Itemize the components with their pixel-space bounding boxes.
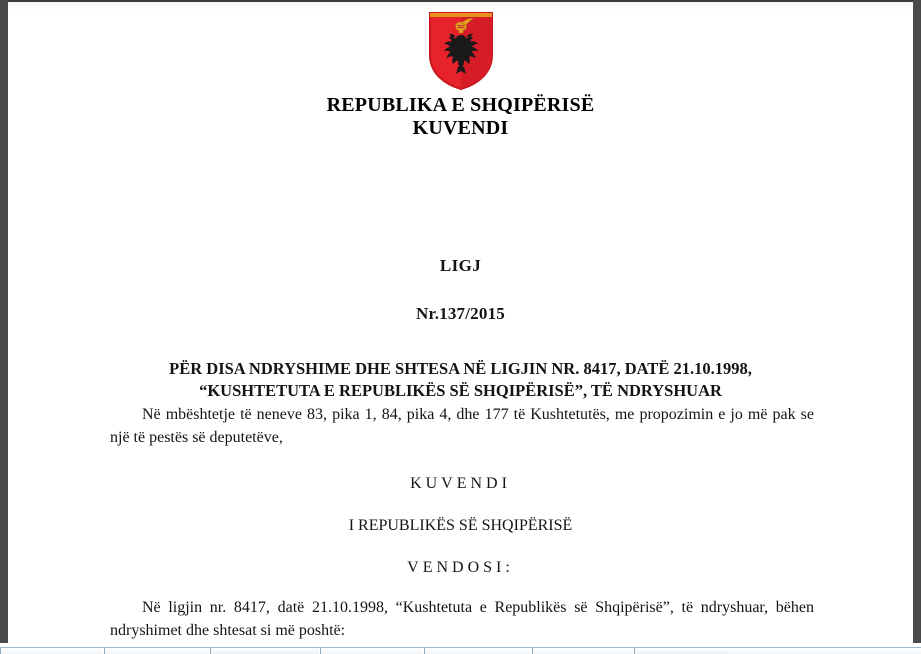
toolbar-button[interactable] (210, 648, 320, 654)
viewer-left-edge-bar (0, 0, 8, 643)
law-heading-block (8, 256, 913, 402)
viewer-top-bar (0, 0, 921, 11)
law-title-line-2: “KUSHTETUTA E REPUBLIKËS SË SHQIPËRISË”, TË NDRYSHUAR (199, 381, 722, 400)
toolbar-button[interactable] (104, 648, 210, 654)
bottom-toolbar[interactable] (0, 645, 921, 654)
closing-paragraph: Në ligjin nr. 8417, datë 21.10.1998, “Kushtetuta e Republikës së Shqipërisë”, të ndryshuar, bëhen ndryshimet dhe shtesat si më poshtë: (110, 599, 814, 639)
viewer-right-edge-bar (913, 0, 921, 643)
law-kind-label: LIGJ (439, 256, 482, 275)
albania-coat-of-arms-icon (428, 11, 494, 91)
institution-header (8, 94, 913, 140)
document-page (8, 11, 913, 643)
law-title-line-1: PËR DISA NDRYSHIME DHE SHTESA NË LIGJIN NR. 8417, DATË 21.10.1998, (169, 359, 752, 378)
law-number-label: Nr.137/2015 (416, 304, 505, 323)
toolbar-button[interactable] (424, 648, 532, 654)
toolbar-button[interactable] (0, 648, 104, 654)
toolbar-button[interactable] (634, 648, 730, 654)
enactment-line-kuvendi: KUVENDI (410, 475, 511, 492)
coat-of-arms-container (8, 11, 913, 91)
header-line-republic: REPUBLIKA E SHQIPËRISË (326, 94, 595, 116)
enactment-line-vendosi: VENDOSI: (407, 559, 514, 576)
toolbar-button[interactable] (532, 648, 634, 654)
enactment-line-republic: I REPUBLIKËS SË SHQIPËRISË (348, 517, 573, 534)
header-line-parliament: KUVENDI (412, 117, 509, 139)
bottom-toolbar-strip[interactable] (0, 647, 921, 654)
toolbar-button[interactable] (320, 648, 424, 654)
law-title (8, 358, 913, 402)
preamble-paragraph: Në mbështetje të neneve 83, pika 1, 84, pika 4, dhe 177 të Kushtetutës, me propozimin e jo më pak se një të pestës së deputetëve, (110, 406, 814, 446)
